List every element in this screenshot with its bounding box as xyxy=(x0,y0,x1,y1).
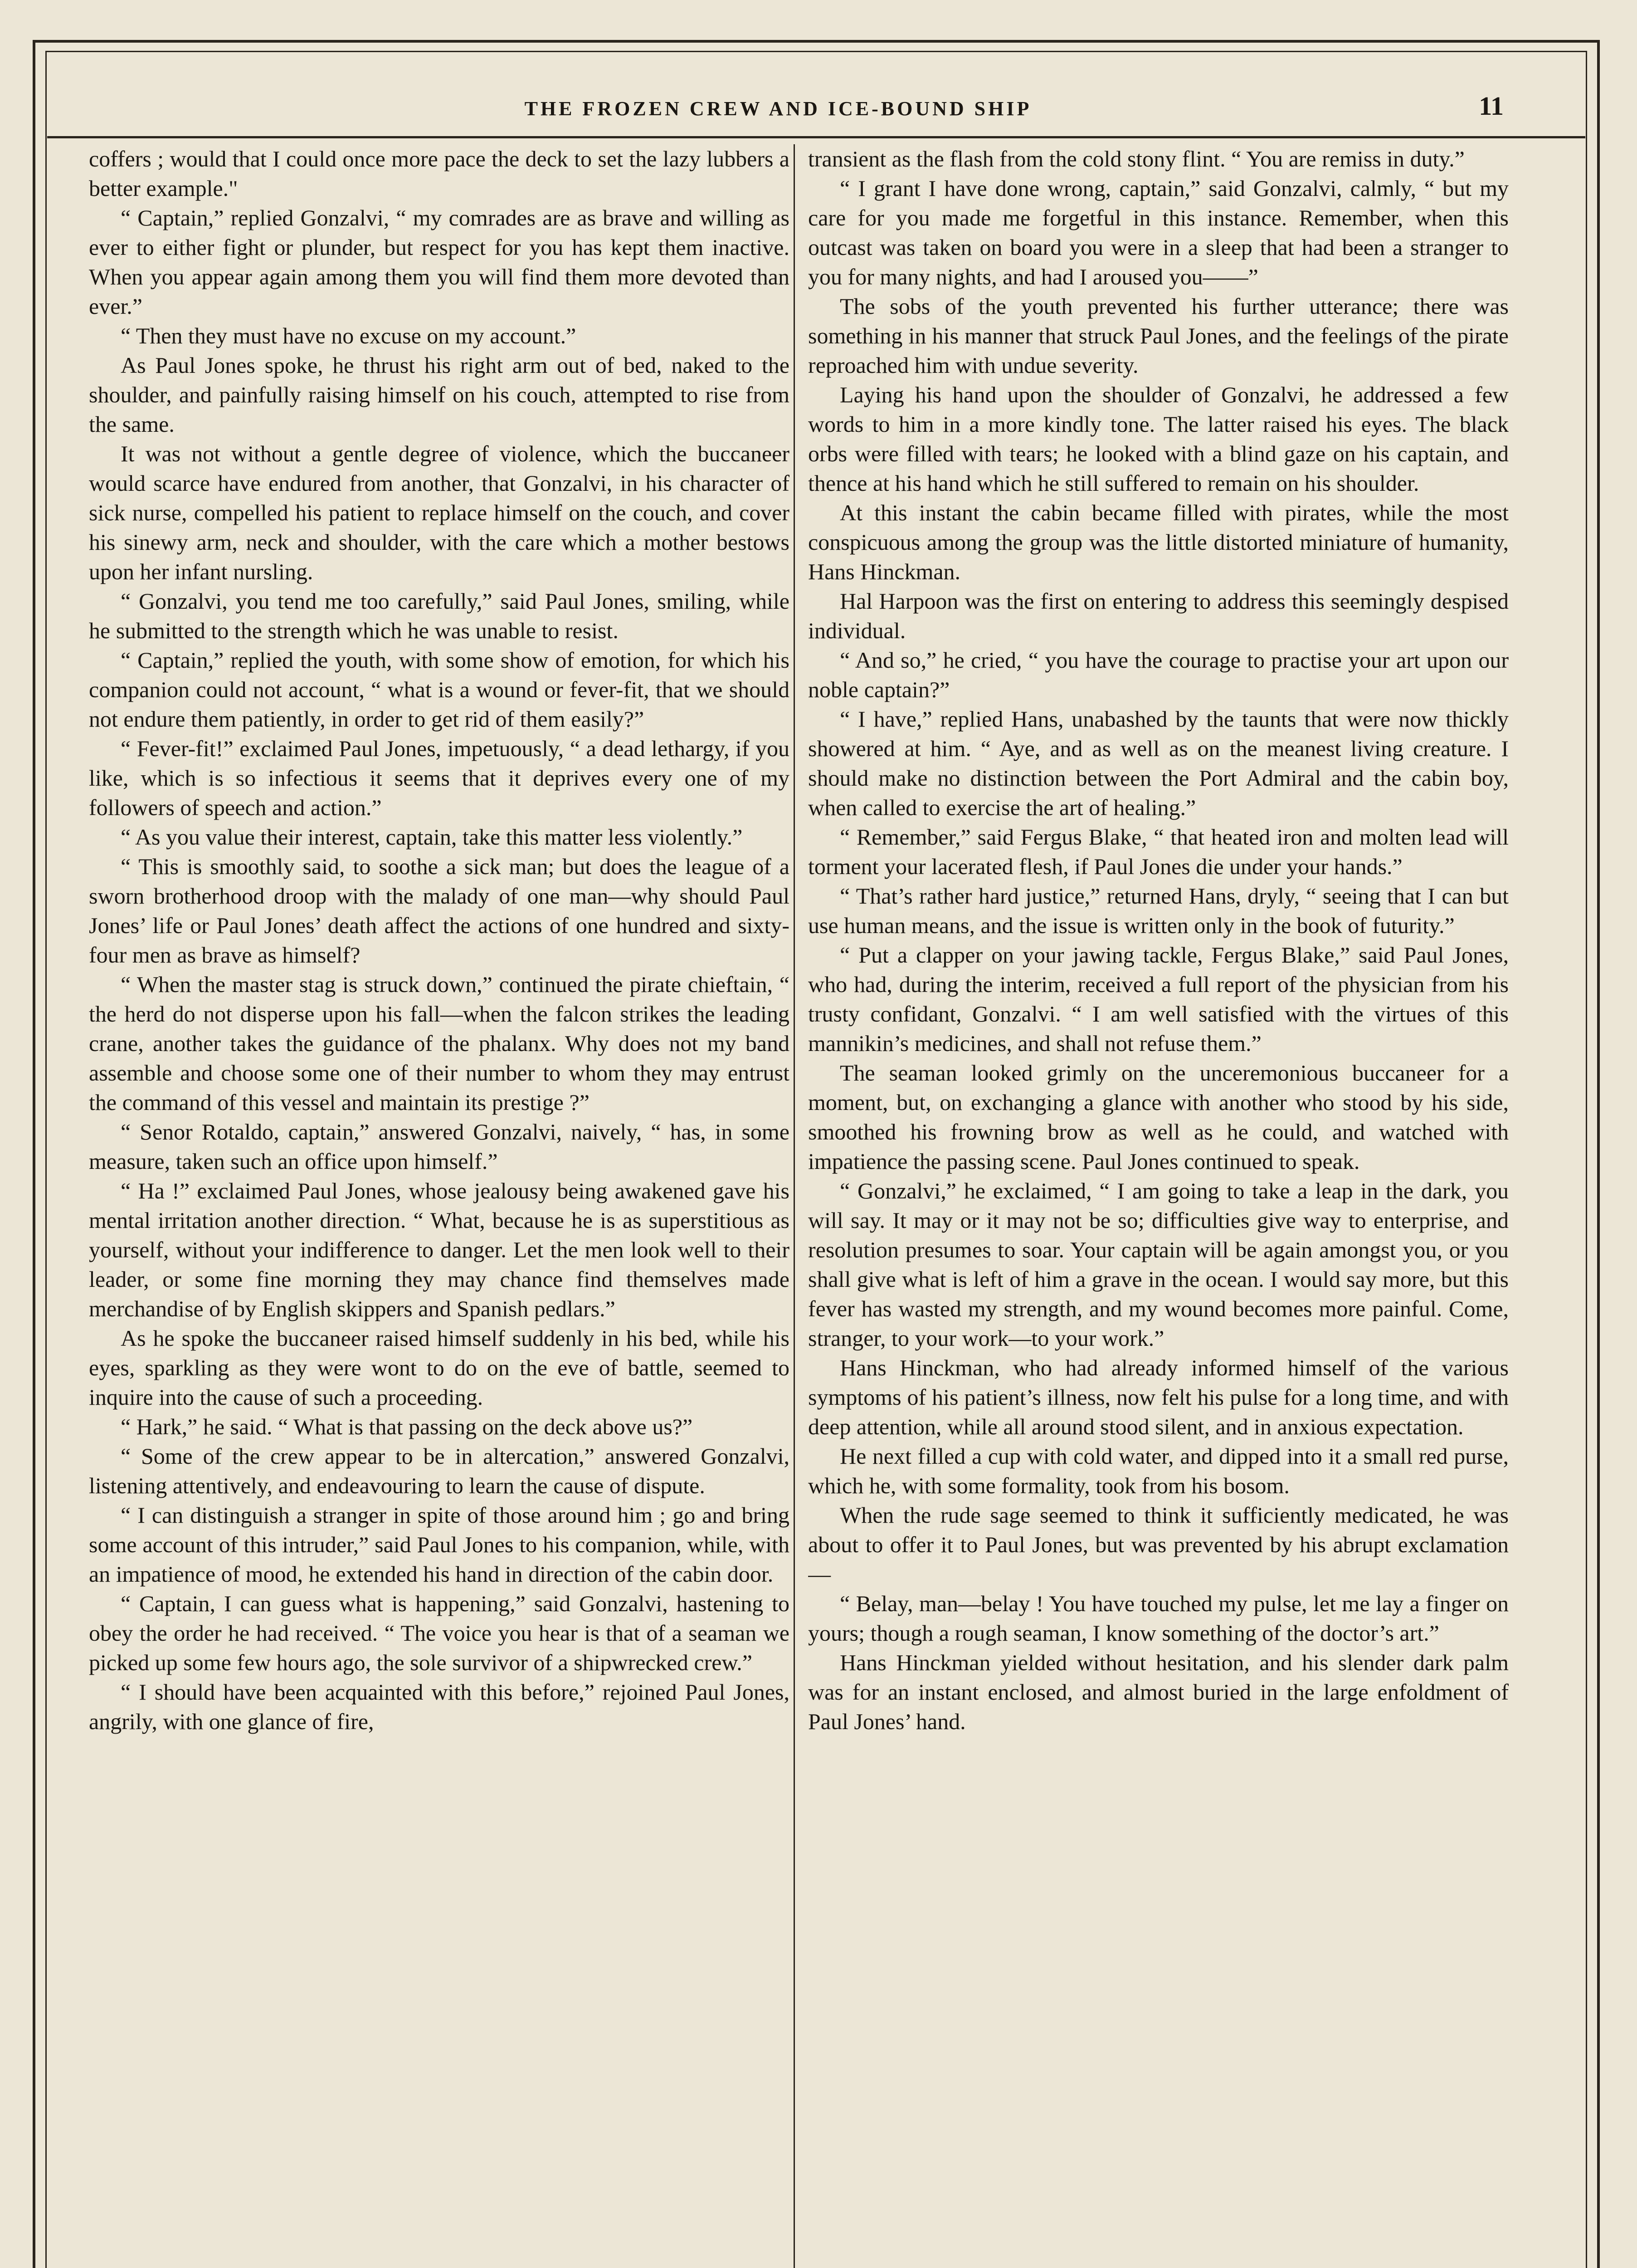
paragraph: Hans Hinckman, who had already informed himself of the various symptoms of his patient’s illness, now felt his pulse for a long time, and with deep attention, while all around stood silent, and in anxious expectation. xyxy=(808,1355,1509,1439)
paragraph: “ And so,” he cried, “ you have the courage to practise your art upon our noble captain?” xyxy=(808,647,1509,702)
paragraph: He next filled a cup with cold water, and dipped into it a small red purse, which he, with some formality, took from his bosom. xyxy=(808,1443,1509,1498)
paragraph: “ Belay, man—belay ! You have touched my pulse, let me lay a finger on yours; though a rough seaman, I know something of the doctor’s art.” xyxy=(808,1591,1509,1646)
paragraph: When the rude sage seemed to think it sufficiently medicated, he was about to offer it to Paul Jones, but was prevented by his abrupt exclamation— xyxy=(808,1502,1509,1587)
paragraph: As he spoke the buccaneer raised himself suddenly in his bed, while his eyes, sparkling as they were wont to do on the eve of battle, seemed to inquire into the cause of such a proceeding. xyxy=(89,1325,789,1410)
paragraph: coffers ; would that I could once more pace the deck to set the lazy lubbers a better example." xyxy=(89,146,789,201)
paragraph: “ As you value their interest, captain, take this matter less violently.” xyxy=(121,824,743,850)
paragraph: The sobs of the youth prevented his further utterance; there was something in his manner that struck Paul Jones, and the feelings of the pirate reproached him with undue severity. xyxy=(808,293,1509,378)
column-divider xyxy=(794,144,795,2268)
paragraph: “ Gonzalvi, you tend me too carefully,” said Paul Jones, smiling, while he submitted to the strength which he was unable to resist. xyxy=(89,588,789,643)
page-number: 11 xyxy=(1479,91,1504,121)
page-header xyxy=(53,91,1504,132)
paragraph: It was not without a gentle degree of violence, which the buccaneer would scarce have endured from another, that Gonzalvi, in his character of sick nurse, compelled his patient to replace himself on the couch, and cover his sinewy arm, neck and shoulder, with the care which a mother bestows upon her infant nursling. xyxy=(89,441,789,584)
paragraph: At this instant the cabin became filled with pirates, while the most conspicuous among the group was the little distorted miniature of humanity, Hans Hinckman. xyxy=(808,500,1509,584)
paragraph: transient as the flash from the cold stony flint. “ You are remiss in duty.” xyxy=(808,146,1465,171)
paragraph: Laying his hand upon the shoulder of Gonzalvi, he addressed a few words to him in a more kindly tone. The latter raised his eyes. The black orbs were filled with tears; he looked with a blind gaze on his captain, and thence at his hand which he still suffered to remain on his shoulder. xyxy=(808,382,1509,496)
paragraph: “ Then they must have no excuse on my account.” xyxy=(121,323,576,348)
paragraph: “ Remember,” said Fergus Blake, “ that heated iron and molten lead will torment your lacerated flesh, if Paul Jones die under your hands.” xyxy=(808,824,1509,879)
paragraph: Hal Harpoon was the first on entering to address this seemingly despised individual. xyxy=(808,588,1509,643)
paragraph: The seaman looked grimly on the unceremonious buccaneer for a moment, but, on exchanging a glance with another who stood by his side, smoothed his frowning brow as well as he could, and watched with impatience the passing scene. Paul Jones continued to speak. xyxy=(808,1060,1509,1174)
paragraph: “ That’s rather hard justice,” returned Hans, dryly, “ seeing that I can but use human means, and the issue is written only in the book of futurity.” xyxy=(808,883,1509,938)
paragraph: “ This is smoothly said, to soothe a sick man; but does the league of a sworn brotherhood droop with the malady of one man—why should Paul Jones’ life or Paul Jones’ death affect the actions of one hundred and sixty-four men as brave as himself? xyxy=(89,854,789,968)
running-title: THE FROZEN CREW AND ICE-BOUND SHIP xyxy=(524,98,1032,120)
paragraph: “ Gonzalvi,” he exclaimed, “ I am going to take a leap in the dark, you will say. It may or it may not be so; difficulties give way to enterprise, and resolution presumes to soar. Your captain will be again amongst you, or you shall give what is left of him a grave in the ocean. I would say more, but this fever has wasted my strength, and my wound becomes more painful. Come, stranger, to your work—to your work.” xyxy=(808,1178,1509,1351)
paragraph: “ Captain, I can guess what is happening,” said Gonzalvi, hastening to obey the order he had received. “ The voice you hear is that of a seaman we picked up some few hours ago, the sole survivor of a shipwrecked crew.” xyxy=(89,1591,789,1675)
paragraph: “ When the master stag is struck down,” continued the pirate chieftain, “ the herd do not disperse upon his fall—when the falcon strikes the leading crane, another takes the guidance of the phalanx. Why does not my band assemble and choose some one of their number to whom they may entrust the command of this vessel and maintain its prestige ?” xyxy=(89,972,789,1115)
paragraph: “ Fever-fit!” exclaimed Paul Jones, impetuously, “ a dead lethargy, if you like, which is so infectious it seems that it deprives every one of my followers of speech and action.” xyxy=(89,736,789,820)
header-rule xyxy=(47,136,1585,138)
paragraph: “ I have,” replied Hans, unabashed by the taunts that were now thickly showered at him. “ Aye, and as well as on the meanest living creature. I should make no distinction between the Port Admiral and the cabin boy, when called to exercise the art of healing.” xyxy=(808,706,1509,820)
paragraph: “ Some of the crew appear to be in altercation,” answered Gonzalvi, listening attentively, and endeavouring to learn the cause of dispute. xyxy=(89,1443,789,1498)
right-column xyxy=(808,144,1509,2268)
paragraph: “ Ha !” exclaimed Paul Jones, whose jealousy being awakened gave his mental irritation another direction. “ What, because he is as superstitious as yourself, without your indifference to danger. Let the men look well to their leader, or some fine morning they may chance find themselves made merchandise of by English skippers and Spanish pedlars.” xyxy=(89,1178,789,1321)
paragraph: “ I can distinguish a stranger in spite of those around him ; go and bring some account of this intruder,” said Paul Jones to his companion, while, with an impatience of mood, he extended his hand in direction of the cabin door. xyxy=(89,1502,789,1587)
paragraph: “ I grant I have done wrong, captain,” said Gonzalvi, calmly, “ but my care for you made me forgetful in this instance. Remember, when this outcast was taken on board you were in a sleep that had been a stranger to you for many nights, and had I aroused you——” xyxy=(808,176,1509,289)
paragraph: “ Put a clapper on your jawing tackle, Fergus Blake,” said Paul Jones, who had, during the interim, received a full report of the physician from his trusty confidant, Gonzalvi. “ I am well satisfied with the virtues of this mannikin’s medicines, and shall not refuse them.” xyxy=(808,942,1509,1056)
paragraph: “ Hark,” he said. “ What is that passing on the deck above us?” xyxy=(121,1414,693,1439)
paragraph: “ Captain,” replied Gonzalvi, “ my comrades are as brave and willing as ever to either fight or plunder, but respect for you has kept them inactive. When you appear again among them you will find them more devoted than ever.” xyxy=(89,205,789,319)
left-column xyxy=(89,144,789,2268)
paragraph: Hans Hinckman yielded without hesitation, and his slender dark palm was for an instant enclosed, and almost buried in the large enfoldment of Paul Jones’ hand. xyxy=(808,1650,1509,1734)
paragraph: As Paul Jones spoke, he thrust his right arm out of bed, naked to the shoulder, and painfully raising himself on his couch, attempted to rise from the same. xyxy=(89,352,789,437)
paragraph: “ Senor Rotaldo, captain,” answered Gonzalvi, naively, “ has, in some measure, taken such an office upon himself.” xyxy=(89,1119,789,1174)
paragraph: “ I should have been acquainted with this before,” rejoined Paul Jones, angrily, with one glance of fire, xyxy=(89,1679,789,1734)
paragraph: “ Captain,” replied the youth, with some show of emotion, for which his companion could not account, “ what is a wound or fever-fit, that we should not endure them patiently, in order to get rid of them easily?” xyxy=(89,647,789,732)
